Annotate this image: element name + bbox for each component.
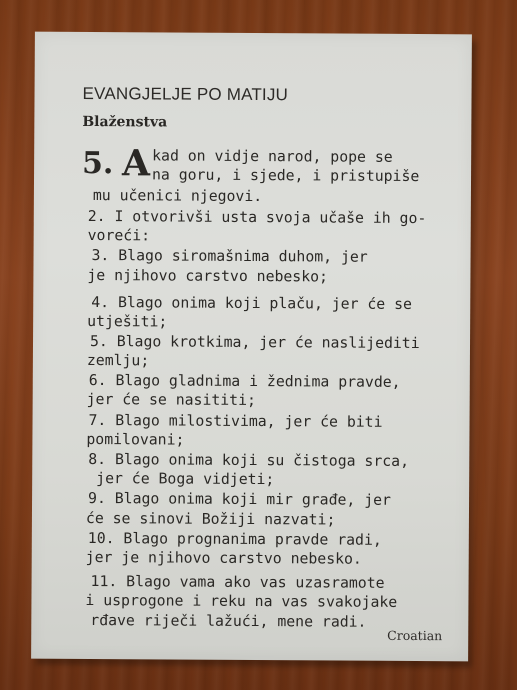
verse-line: pomilovani; [86, 430, 185, 449]
verse-line: mu učenici njegovi. [92, 187, 263, 206]
verse-line: voreći: [87, 226, 151, 245]
verse-line: 10. Blago prognanima pravde radi, [87, 530, 382, 549]
language-label: Croatian [387, 627, 443, 644]
verse-line: jer će Boga vidjeti; [96, 470, 275, 489]
verse-line: jer je njihovo carstvo nebesko. [85, 548, 362, 568]
section-title: Blaženstva [82, 113, 168, 131]
verse-line: na goru, i sjede, i pristupiše [151, 166, 420, 186]
chapter-number: 5. [82, 145, 114, 182]
verse-line: 5. Blago krotkima, jer će naslijediti [89, 333, 420, 353]
verse-line: utješiti; [87, 312, 168, 331]
verse-line: 9. Blago onima koji mir građe, jer [88, 490, 392, 509]
verse-line: će se sinovi Božiji nazvati; [85, 509, 336, 529]
printed-card [31, 32, 472, 662]
verse-line: 11. Blago vama ako vas uzasramote [90, 573, 385, 592]
book-heading: EVANGJELJE PO MATIJU [82, 83, 289, 105]
verse-line: 7. Blago milostivima, jer će biti [88, 412, 383, 431]
verse-line: 8. Blago onima koji su čistoga srca, [88, 451, 410, 470]
verse-line: 4. Blago onima koji plaču, jer će se [91, 294, 413, 313]
verse-line: 2. I otvorivši usta svoja učaše ih go- [87, 207, 427, 228]
verse-line: 6. Blago gladnima i žednima pravde, [88, 372, 401, 391]
verse-block [31, 32, 472, 662]
verse-line: zemlju; [86, 351, 150, 370]
verse-line: jer će se nasititi; [86, 390, 256, 410]
verse-line: kad on vidje narod, pope se [152, 147, 393, 166]
verse-line: je njihovo carstvo nebesko; [87, 266, 329, 286]
verse-line: rđave riječi lažući, mene radi. [90, 612, 367, 631]
verse-line: 3. Blago siromašnima duhom, jer [91, 247, 368, 266]
verse-line: i usprogone i reku na vas svakojake [85, 591, 398, 611]
drop-cap-letter: A [121, 142, 151, 185]
